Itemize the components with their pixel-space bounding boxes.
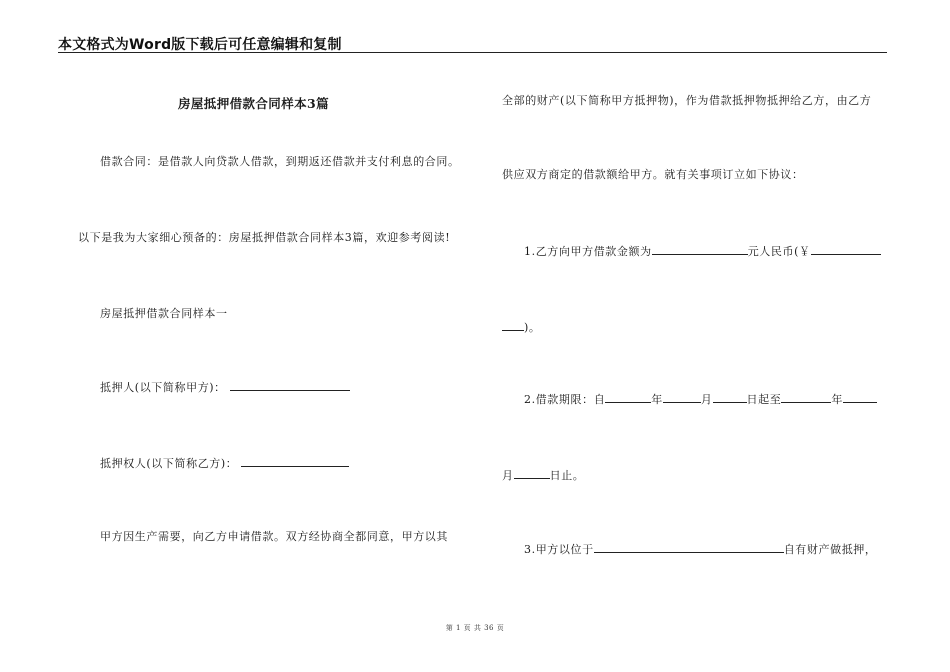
clause-2-suffix: 日止。 (549, 469, 585, 482)
left-paragraph-2: 以下是我为大家细心预备的：房屋抵押借款合同样本3篇，欢迎参考阅读! (78, 231, 451, 244)
mortgagee-label: 抵押权人(以下简称乙方)： (100, 457, 238, 470)
clause-3-line (524, 542, 877, 557)
clause-3-suffix: 自有财产做抵押， (783, 543, 877, 556)
header-divider (58, 52, 887, 53)
clause-2-year: 年 (651, 393, 663, 406)
loan-amount-yuan-blank (811, 244, 881, 255)
clause-1-mid: 元人民币(￥ (747, 245, 811, 258)
document-title: 房屋抵押借款合同样本3篇 (178, 96, 329, 111)
clause-2-day-from: 日起至 (746, 393, 782, 406)
end-day-blank (514, 468, 550, 479)
property-location-blank (594, 542, 784, 553)
mortgagee-line (100, 456, 349, 471)
clause-2-cont-month: 月 (502, 469, 514, 482)
clause-3-prefix: 3.甲方以位于 (524, 543, 594, 556)
mortgagee-blank (241, 456, 349, 467)
mortgagor-line (100, 380, 350, 395)
end-year-blank (781, 392, 831, 403)
clause-2-continuation (502, 468, 584, 483)
page-number-footer: 第 1 页 共 36 页 (445, 624, 505, 632)
clause-2-line (524, 392, 877, 407)
start-year-blank (605, 392, 651, 403)
left-paragraph-3: 房屋抵押借款合同样本一 (100, 307, 228, 320)
document-header-banner: 本文格式为Word版下载后可任意编辑和复制 (58, 37, 342, 53)
clause-2-year2: 年 (831, 393, 843, 406)
clause-2-prefix: 2.借款期限：自 (524, 393, 606, 406)
mortgagor-label: 抵押人(以下简称甲方)： (100, 381, 226, 394)
clause-1-suffix: )。 (524, 321, 541, 334)
clause-1-line (524, 244, 881, 259)
left-paragraph-6: 甲方因生产需要，向乙方申请借款。双方经协商全都同意，甲方以其 (100, 530, 448, 543)
loan-amount-blank (652, 244, 748, 255)
right-paragraph-1: 全部的财产(以下简称甲方抵押物)，作为借款抵押物抵押给乙方，由乙方 (502, 94, 872, 107)
left-paragraph-1: 借款合同：是借款人向贷款人借款，到期返还借款并支付利息的合同。 (100, 155, 460, 168)
mortgagor-blank (230, 380, 350, 391)
loan-amount-cont-blank (502, 320, 524, 331)
start-day-blank (713, 392, 747, 403)
clause-2-month: 月 (700, 393, 713, 406)
right-paragraph-2: 供应双方商定的借款额给甲方。就有关事项订立如下协议： (502, 168, 804, 181)
clause-1-prefix: 1.乙方向甲方借款金额为 (524, 245, 652, 258)
start-month-blank (663, 392, 701, 403)
clause-1-continuation (502, 320, 541, 335)
end-month-blank (843, 392, 877, 403)
